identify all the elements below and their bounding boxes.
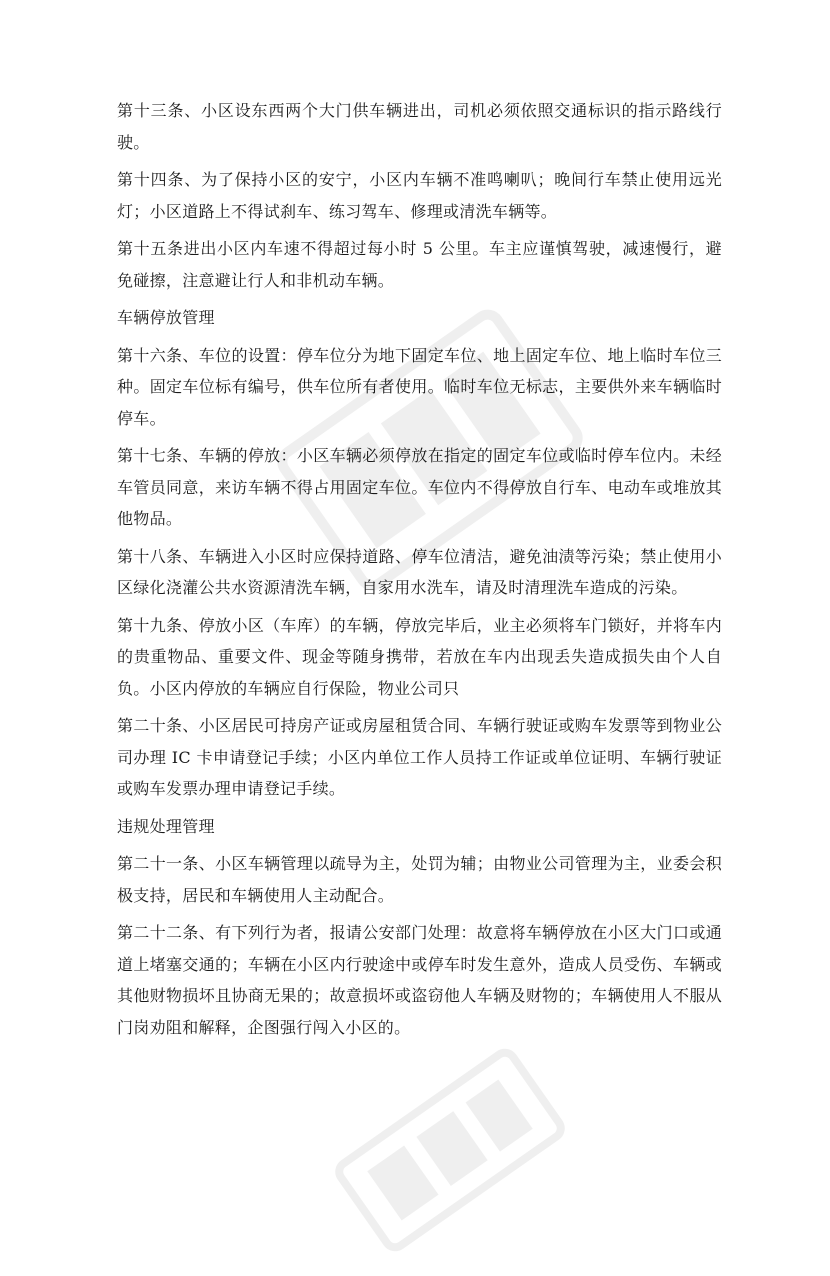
article-13: 第十三条、小区设东西两个大门供车辆进出，司机必须依照交通标识的指示路线行驶。: [117, 101, 722, 152]
article-17: 第十七条、车辆的停放：小区车辆必须停放在指定的固定车位或临时停车位内。未经车管员同意，来访车辆不得占用固定车位。车位内不得停放自行车、电动车或堆放其他物品。: [117, 446, 722, 528]
article-14: 第十四条、为了保持小区的安宁，小区内车辆不准鸣喇叭；晚间行车禁止使用远光灯；小区道路上不得试刹车、练习驾车、修理或清洗车辆等。: [117, 170, 722, 221]
article-16: 第十六条、车位的设置：停车位分为地下固定车位、地上固定车位、地上临时车位三种。固定车位标有编号，供车位所有者使用。临时车位无标志，主要供外来车辆临时停车。: [117, 345, 722, 428]
section-heading-violation: 违规处理管理: [117, 816, 215, 836]
article-20: 第二十条、小区居民可持房产证或房屋租赁合同、车辆行驶证或购车发票等到物业公司办理 IC 卡申请登记手续；小区内单位工作人员持工作证或单位证明、车辆行驶证或购车发票办理申请登记手续。: [117, 716, 722, 798]
watermark-bottom-icon: [312, 1024, 589, 1276]
section-heading-parking: 车辆停放管理: [117, 308, 215, 327]
article-15: 第十五条进出小区内车速不得超过每小时 5 公里。车主应谨慎驾驶，减速慢行，避免碰擦，注意避让行人和非机动车辆。: [117, 239, 722, 290]
article-22: 第二十二条、有下列行为者，报请公安部门处理：故意将车辆停放在小区大门口或通道上堵塞交通的；车辆在小区内行驶途中或停车时发生意外，造成人员受伤、车辆或其他财物损坏且协商无果的；故意损坏或盗窃他人车辆及财物的；车辆使用人不服从门岗劝阻和解释，企图强行闯入小区的。: [117, 923, 722, 1037]
document-body: [117, 95, 722, 1049]
article-21: 第二十一条、小区车辆管理以疏导为主，处罚为辅；由物业公司管理为主，业委会积极支持，居民和车辆使用人主动配合。: [117, 854, 722, 905]
article-19: 第十九条、停放小区（车库）的车辆，停放完毕后，业主必须将车门锁好，并将车内的贵重物品、重要文件、现金等随身携带，若放在车内出现丢失造成损失由个人自负。小区内停放的车辆应自行保险，物业公司只: [117, 615, 722, 698]
article-18: 第十八条、车辆进入小区时应保持道路、停车位清洁，避免油渍等污染；禁止使用小区绿化浇灌公共水资源清洗车辆，自家用水洗车，请及时清理洗车造成的污染。: [117, 546, 722, 597]
